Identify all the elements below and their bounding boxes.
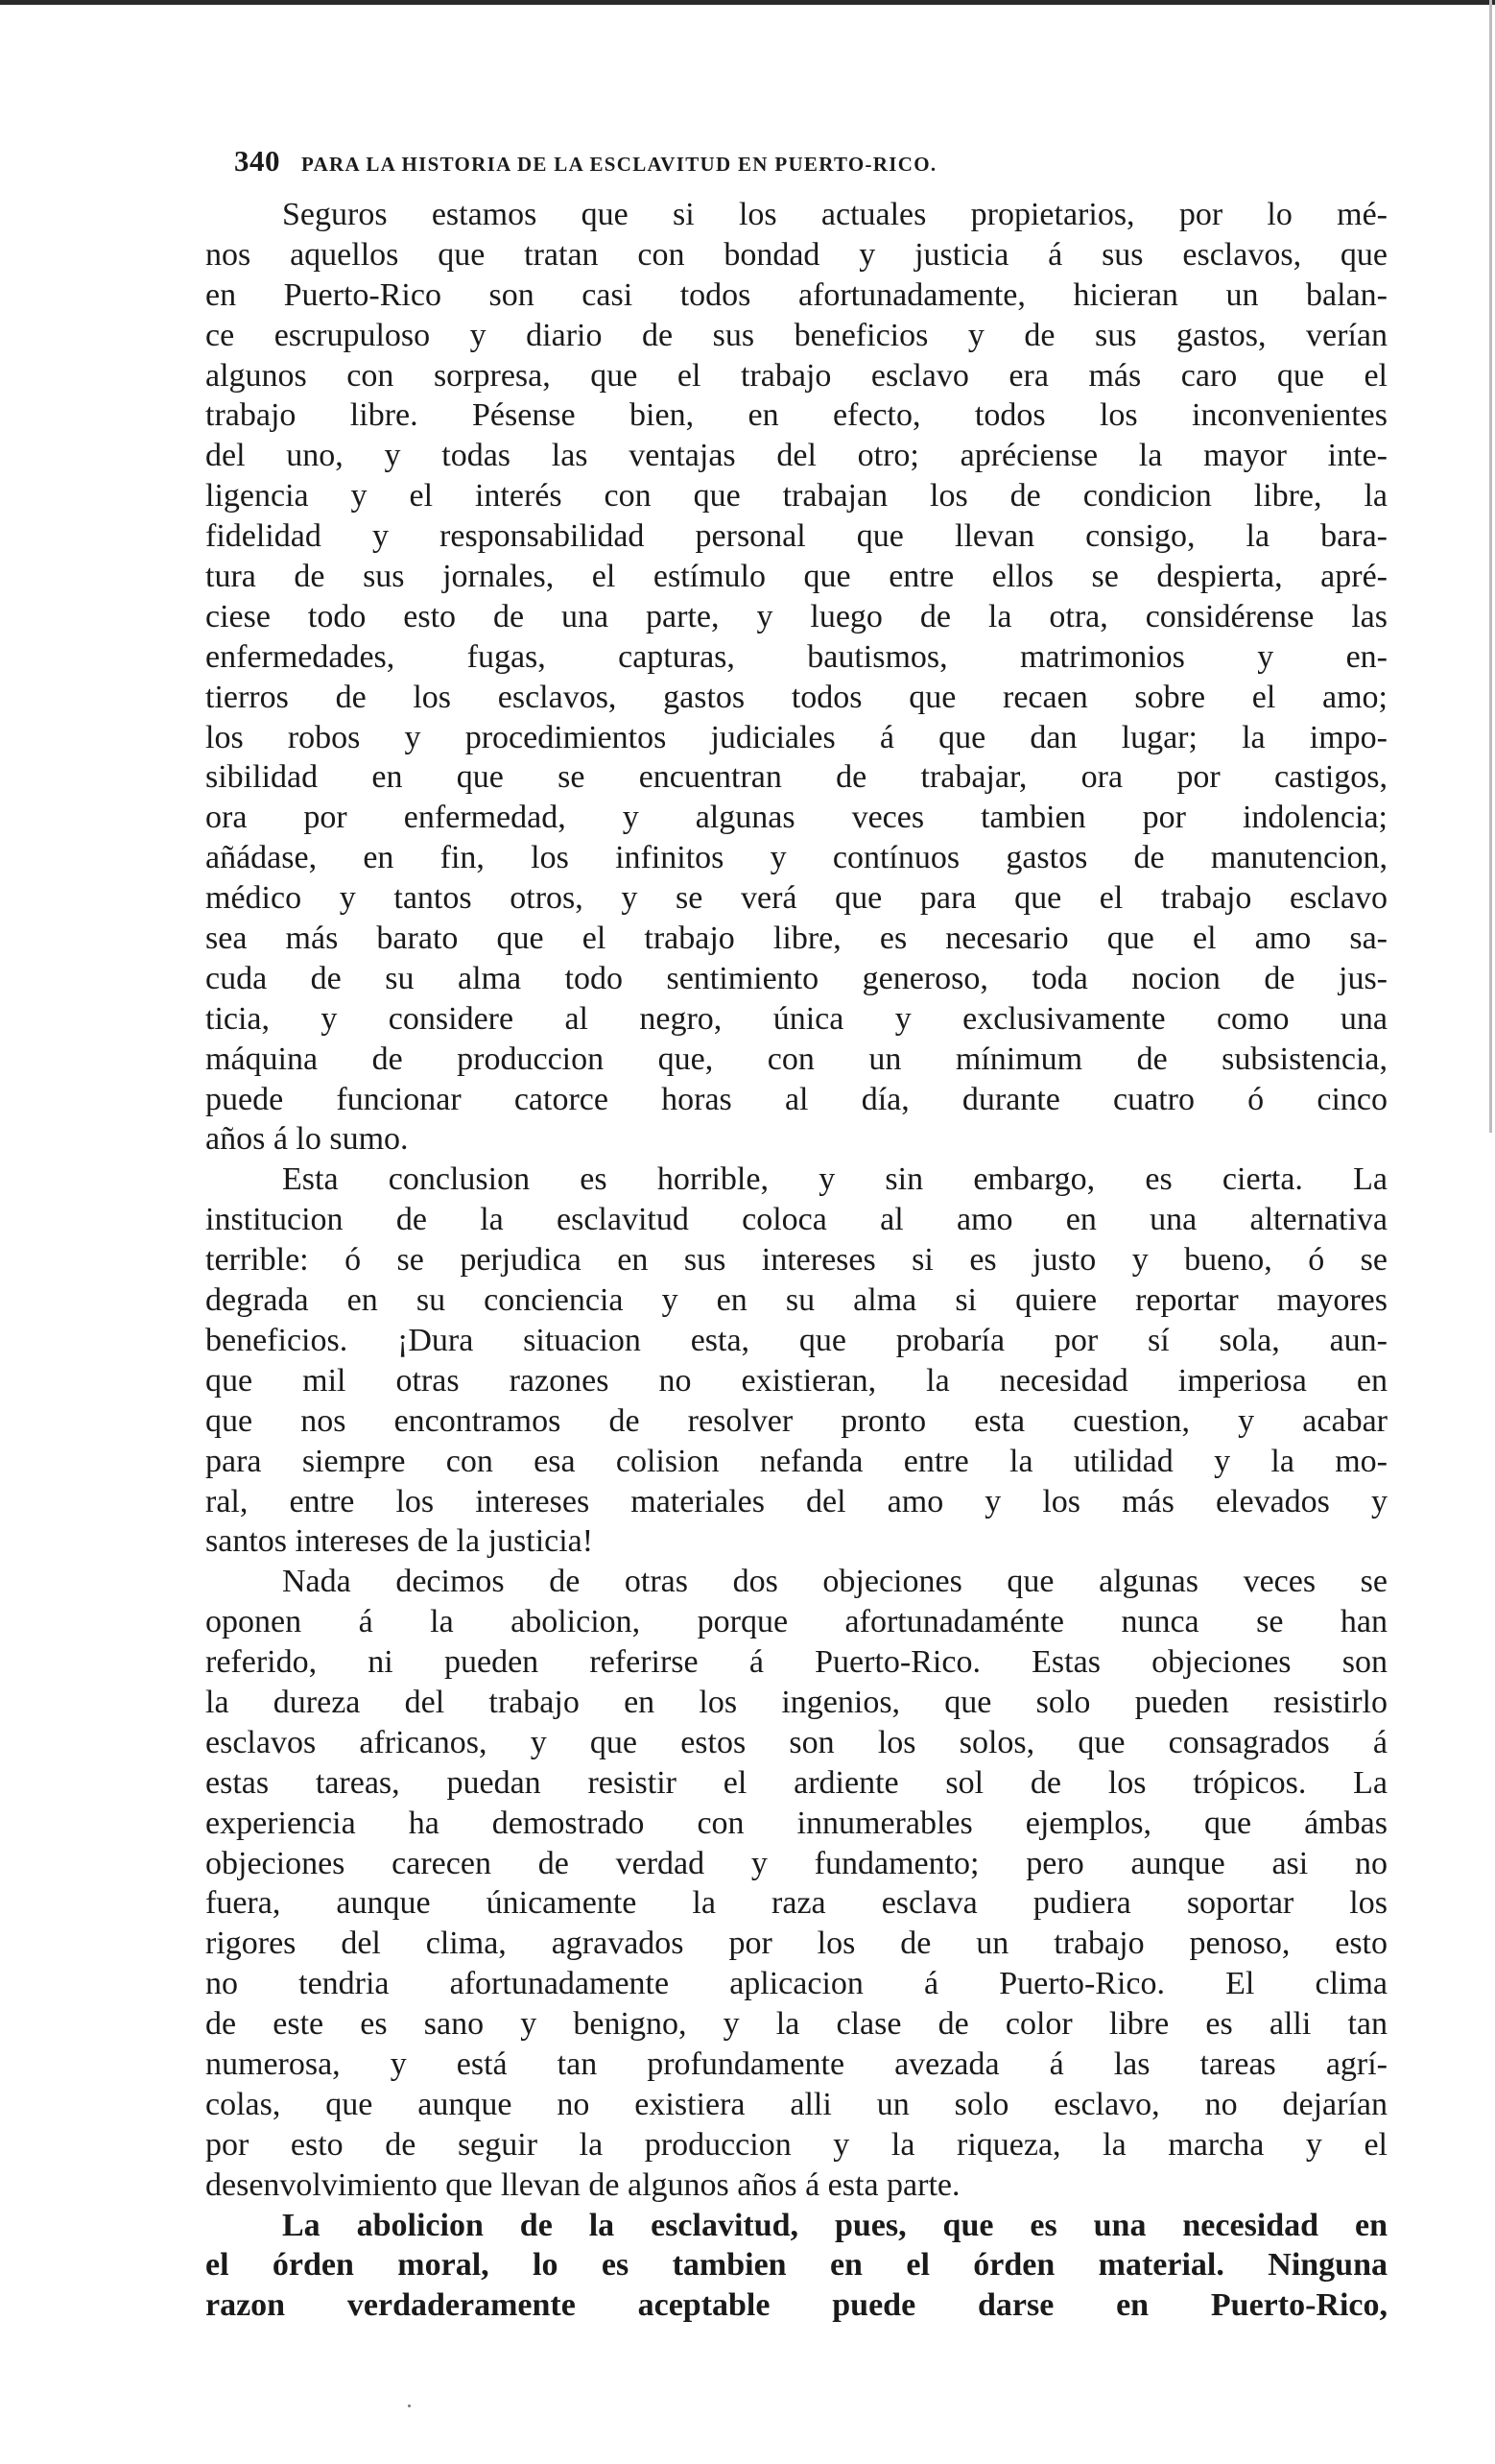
running-title: PARA LA HISTORIA DE LA ESCLAVITUD EN PUERTO-RICO.	[301, 153, 937, 176]
right-edge-rule	[1489, 0, 1492, 1133]
text-line: no tendria afortunadamente aplicacion á Puerto-Rico. El clima	[205, 1966, 1388, 2002]
text-line: máquina de produccion que, con un mínimum de subsistencia,	[205, 1041, 1388, 1077]
text-line: ciese todo esto de una parte, y luego de la otra, considérense las	[205, 598, 1388, 634]
text-line: beneficios. ¡Dura situacion esta, que probaría por sí sola, aun-	[205, 1322, 1388, 1358]
text-line: ce escrupuloso y diario de sus beneficios y de sus gastos, verían	[205, 317, 1388, 353]
text-line: La abolicion de la esclavitud, pues, que es una necesidad en	[282, 2207, 1388, 2243]
text-line: tierros de los esclavos, gastos todos que recaen sobre el amo;	[205, 679, 1388, 715]
text-line: trabajo libre. Pésense bien, en efecto, todos los inconvenientes	[205, 397, 1388, 434]
text-line: experiencia ha demostrado con innumerables ejemplos, que ámbas	[205, 1805, 1388, 1841]
text-line: numerosa, y está tan profundamente avezada á las tareas agrí-	[205, 2045, 1388, 2082]
text-line: oponen á la abolicion, porque afortunadaménte nunca se han	[205, 1604, 1388, 1640]
text-line: objeciones carecen de verdad y fundamento; pero aunque asi no	[205, 1845, 1388, 1881]
text-line: esclavos africanos, y que estos son los solos, que consagrados á	[205, 1724, 1388, 1760]
body-text	[205, 195, 1388, 2326]
text-line: la dureza del trabajo en los ingenios, que solo pueden resistirlo	[205, 1684, 1388, 1720]
text-line: ticia, y considere al negro, única y exclusivamente como una	[205, 1000, 1388, 1037]
text-line: el órden moral, lo es tambien en el órden material. Ninguna	[205, 2247, 1388, 2284]
text-line: los robos y procedimientos judiciales á que dan lugar; la impo-	[205, 719, 1388, 755]
text-line: algunos con sorpresa, que el trabajo esclavo era más caro que el	[205, 357, 1388, 394]
text-line: cuda de su alma todo sentimiento generoso, toda nocion de jus-	[205, 960, 1388, 996]
text-line: referido, ni pueden referirse á Puerto-Rico. Estas objeciones son	[205, 1644, 1388, 1681]
text-line: en Puerto-Rico son casi todos afortunadamente, hicieran un balan-	[205, 276, 1388, 313]
text-line: que nos encontramos de resolver pronto esta cuestion, y acabar	[205, 1402, 1388, 1439]
text-line: años á lo sumo.	[205, 1121, 409, 1158]
text-line: sibilidad en que se encuentran de trabajar, ora por castigos,	[205, 759, 1388, 796]
text-line: colas, que aunque no existiera alli un solo esclavo, no dejarían	[205, 2086, 1388, 2122]
text-line: añádase, en fin, los infinitos y contínuos gastos de manutencion,	[205, 840, 1388, 876]
text-line: Esta conclusion es horrible, y sin embargo, es cierta. La	[282, 1161, 1388, 1198]
text-line: por esto de seguir la produccion y la riqueza, la marcha y el	[205, 2126, 1388, 2163]
text-line: rigores del clima, agravados por los de un trabajo penoso, esto	[205, 1926, 1388, 1962]
text-line: ora por enfermedad, y algunas veces tambien por indolencia;	[205, 800, 1388, 836]
text-line: ligencia y el interés con que trabajan los de condicion libre, la	[205, 478, 1388, 514]
text-line: médico y tantos otros, y se verá que para que el trabajo esclavo	[205, 880, 1388, 917]
text-line: Nada decimos de otras dos objeciones que algunas veces se	[282, 1564, 1388, 1600]
text-line: institucion de la esclavitud coloca al amo en una alternativa	[205, 1202, 1388, 1238]
top-border-rule	[0, 0, 1495, 5]
text-line: nos aquellos que tratan con bondad y justicia á sus esclavos, que	[205, 236, 1388, 273]
page-header	[234, 144, 1386, 182]
text-line: fidelidad y responsabilidad personal que llevan consigo, la bara-	[205, 518, 1388, 555]
text-line: estas tareas, puedan resistir el ardiente sol de los trópicos. La	[205, 1764, 1388, 1801]
text-line: santos intereses de la justicia!	[205, 1523, 594, 1560]
text-line: puede funcionar catorce horas al día, durante cuatro ó cinco	[205, 1081, 1388, 1117]
text-line: del uno, y todas las ventajas del otro; apréciense la mayor inte-	[205, 438, 1388, 474]
text-line: ral, entre los intereses materiales del amo y los más elevados y	[205, 1483, 1388, 1519]
text-line: que mil otras razones no existieran, la necesidad imperiosa en	[205, 1362, 1388, 1399]
text-line: de este es sano y benigno, y la clase de color libre es alli tan	[205, 2006, 1388, 2043]
paper-speck	[408, 2404, 411, 2407]
text-line: degrada en su conciencia y en su alma si quiere reportar mayores	[205, 1282, 1388, 1319]
text-line: enfermedades, fugas, capturas, bautismos, matrimonios y en-	[205, 638, 1388, 675]
text-line: desenvolvimiento que llevan de algunos años á esta parte.	[205, 2166, 961, 2203]
text-line: razon verdaderamente aceptable puede darse en Puerto-Rico,	[205, 2287, 1388, 2324]
page-number: 340	[234, 144, 280, 178]
text-line: fuera, aunque únicamente la raza esclava pudiera soportar los	[205, 1885, 1388, 1922]
text-line: terrible: ó se perjudica en sus intereses si es justo y bueno, ó se	[205, 1242, 1388, 1279]
text-line: Seguros estamos que si los actuales propietarios, por lo mé-	[282, 197, 1388, 232]
text-line: sea más barato que el trabajo libre, es necesario que el amo sa-	[205, 921, 1388, 957]
text-line: para siempre con esa colision nefanda entre la utilidad y la mo-	[205, 1443, 1388, 1479]
text-line: tura de sus jornales, el estímulo que entre ellos se despierta, apré-	[205, 559, 1388, 595]
